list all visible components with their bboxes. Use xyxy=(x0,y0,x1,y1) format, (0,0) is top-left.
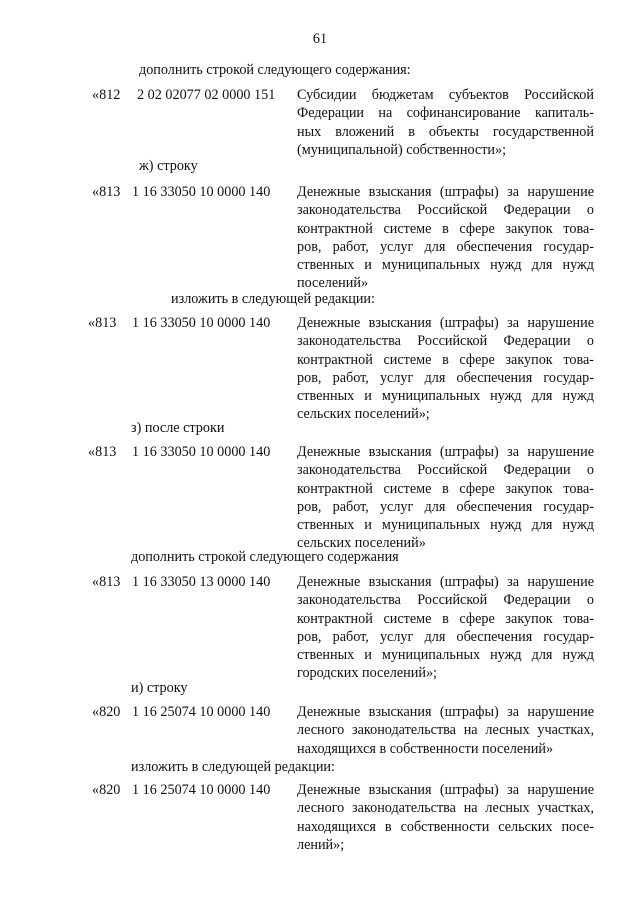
row-description: Денежные взыскания (штрафы) за нарушение законодательства Российской Федерации о контрактной системе в сфере закупок това- ров, работ, услуг для обеспечения государ- ственных и муниципальных нужд для нужд сельских поселений» xyxy=(297,444,594,552)
instruction-text: изложить в следующей редакции: xyxy=(171,291,375,307)
row-description: Денежные взыскания (штрафы) за нарушение законодательства Российской Федерации о контрактной системе в сфере закупок това- ров, работ, услуг для обеспечения государ- ственных и муниципальных нужд для нужд поселений» xyxy=(297,184,594,292)
admin-code: «820 xyxy=(92,704,121,720)
row-description: Субсидии бюджетам субъектов Российской Федерации на софинансирование капиталь- ных вложений в объекты государственной (муниципальной) собственности»; xyxy=(297,87,594,158)
page-number: 61 xyxy=(312,31,328,47)
instruction-text: ж) строку xyxy=(139,158,198,174)
row-description: Денежные взыскания (штрафы) за нарушение законодательства Российской Федерации о контрактной системе в сфере закупок това- ров, работ, услуг для обеспечения государ- ственных и муниципальных нужд для нужд городских поселений»; xyxy=(297,574,594,682)
instruction-text: и) строку xyxy=(131,680,188,696)
admin-code: «813 xyxy=(92,184,121,200)
row-description: Денежные взыскания (штрафы) за нарушение законодательства Российской Федерации о контрактной системе в сфере закупок това- ров, работ, услуг для обеспечения государ- ственных и муниципальных нужд для нужд сельских поселений»; xyxy=(297,315,594,423)
admin-code: «813 xyxy=(92,574,121,590)
admin-code: «813 xyxy=(88,444,117,460)
budget-classification-code: 1 16 33050 10 0000 140 xyxy=(132,444,271,460)
budget-classification-code: 1 16 25074 10 0000 140 xyxy=(132,782,271,798)
admin-code: «820 xyxy=(92,782,121,798)
row-description: Денежные взыскания (штрафы) за нарушение лесного законодательства на лесных участках, находящихся в собственности поселений» xyxy=(297,704,594,757)
budget-classification-code: 1 16 33050 10 0000 140 xyxy=(132,184,271,200)
budget-classification-code: 1 16 33050 13 0000 140 xyxy=(132,574,271,590)
instruction-text: дополнить строкой следующего содержания: xyxy=(139,62,411,78)
admin-code: «813 xyxy=(88,315,117,331)
instruction-text: дополнить строкой следующего содержания xyxy=(131,549,399,565)
instruction-text: з) после строки xyxy=(131,420,225,436)
budget-classification-code: 1 16 33050 10 0000 140 xyxy=(132,315,271,331)
admin-code: «812 xyxy=(92,87,121,103)
budget-classification-code: 1 16 25074 10 0000 140 xyxy=(132,704,271,720)
instruction-text: изложить в следующей редакции: xyxy=(131,759,335,775)
budget-classification-code: 2 02 02077 02 0000 151 xyxy=(137,87,276,103)
row-description: Денежные взыскания (штрафы) за нарушение лесного законодательства на лесных участках, находящихся в собственности сельских посе- лений»; xyxy=(297,782,594,853)
